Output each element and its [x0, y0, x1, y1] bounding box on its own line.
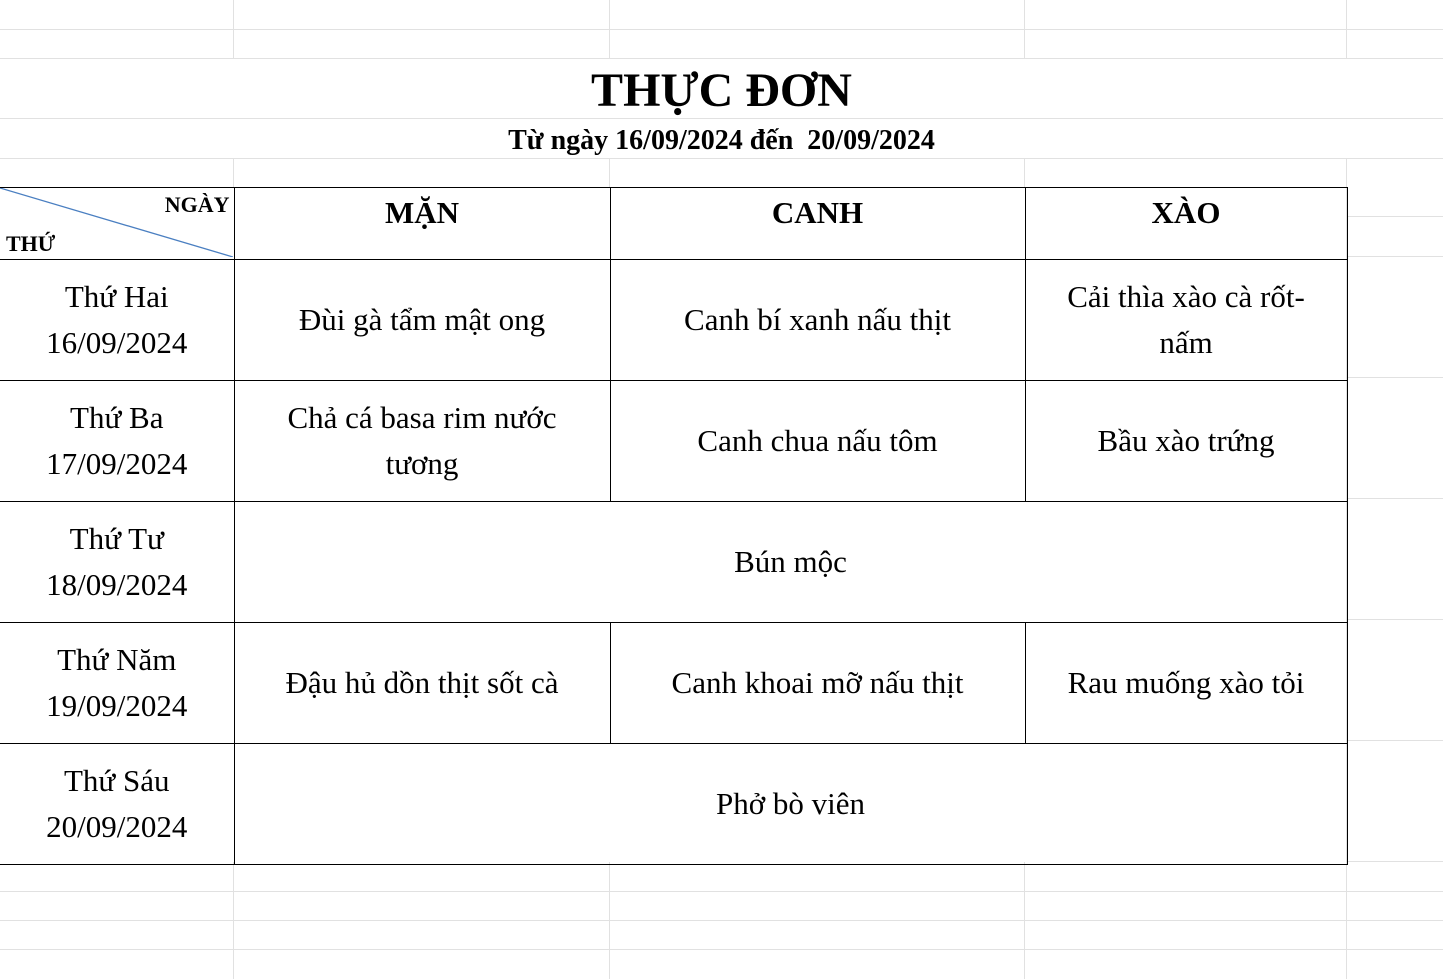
day-cell — [0, 260, 234, 381]
canh-dish-cell: Canh khoai mỡ nấu thịt — [610, 623, 1025, 744]
man-dish-cell: Đậu hủ dồn thịt sốt cà — [234, 623, 610, 744]
column-header-xao: XÀO — [1025, 188, 1347, 260]
weekday-label: Thứ Hai — [64, 279, 169, 314]
date-label: 20/09/2024 — [46, 809, 188, 844]
table-row — [0, 260, 1347, 381]
menu-date-range: Từ ngày 16/09/2024 đến 20/09/2024 — [508, 125, 935, 156]
canh-dish-cell: Canh bí xanh nấu thịt — [610, 260, 1025, 381]
day-cell — [0, 381, 234, 502]
table-row — [0, 502, 1347, 623]
date-axis-label: NGÀY — [164, 192, 230, 217]
weekday-label: Thứ Năm — [57, 642, 177, 677]
header-row — [0, 188, 1347, 260]
xao-dish-cell: Cải thìa xào cà rốt-nấm — [1025, 260, 1347, 381]
day-cell — [0, 744, 234, 865]
xao-dish-cell: Bầu xào trứng — [1025, 381, 1347, 502]
weekday-label: Thứ Tư — [69, 521, 164, 556]
column-header-man: MẶN — [234, 188, 610, 260]
date-label: 17/09/2024 — [46, 446, 188, 481]
canh-dish-cell: Canh chua nấu tôm — [610, 381, 1025, 502]
corner-header-cell — [0, 188, 234, 260]
weekday-label: Thứ Sáu — [64, 763, 170, 798]
menu-table — [0, 187, 1348, 865]
weekday-label: Thứ Ba — [70, 400, 164, 435]
table-row — [0, 623, 1347, 744]
man-dish-cell: Đùi gà tẩm mật ong — [234, 260, 610, 381]
day-cell — [0, 502, 234, 623]
date-label: 18/09/2024 — [46, 567, 188, 602]
day-cell — [0, 623, 234, 744]
column-header-canh: CANH — [610, 188, 1025, 260]
table-row — [0, 381, 1347, 502]
merged-dish-cell: Bún mộc — [234, 502, 1347, 623]
man-dish-cell: Chả cá basa rim nước tương — [234, 381, 610, 502]
date-label: 16/09/2024 — [46, 325, 188, 360]
merged-dish-cell: Phở bò viên — [234, 744, 1347, 865]
table-row — [0, 744, 1347, 865]
xao-dish-cell: Rau muống xào tỏi — [1025, 623, 1347, 744]
menu-title: THỰC ĐƠN — [591, 64, 852, 117]
date-label: 19/09/2024 — [46, 688, 188, 723]
weekday-axis-label: THỨ — [6, 231, 56, 256]
